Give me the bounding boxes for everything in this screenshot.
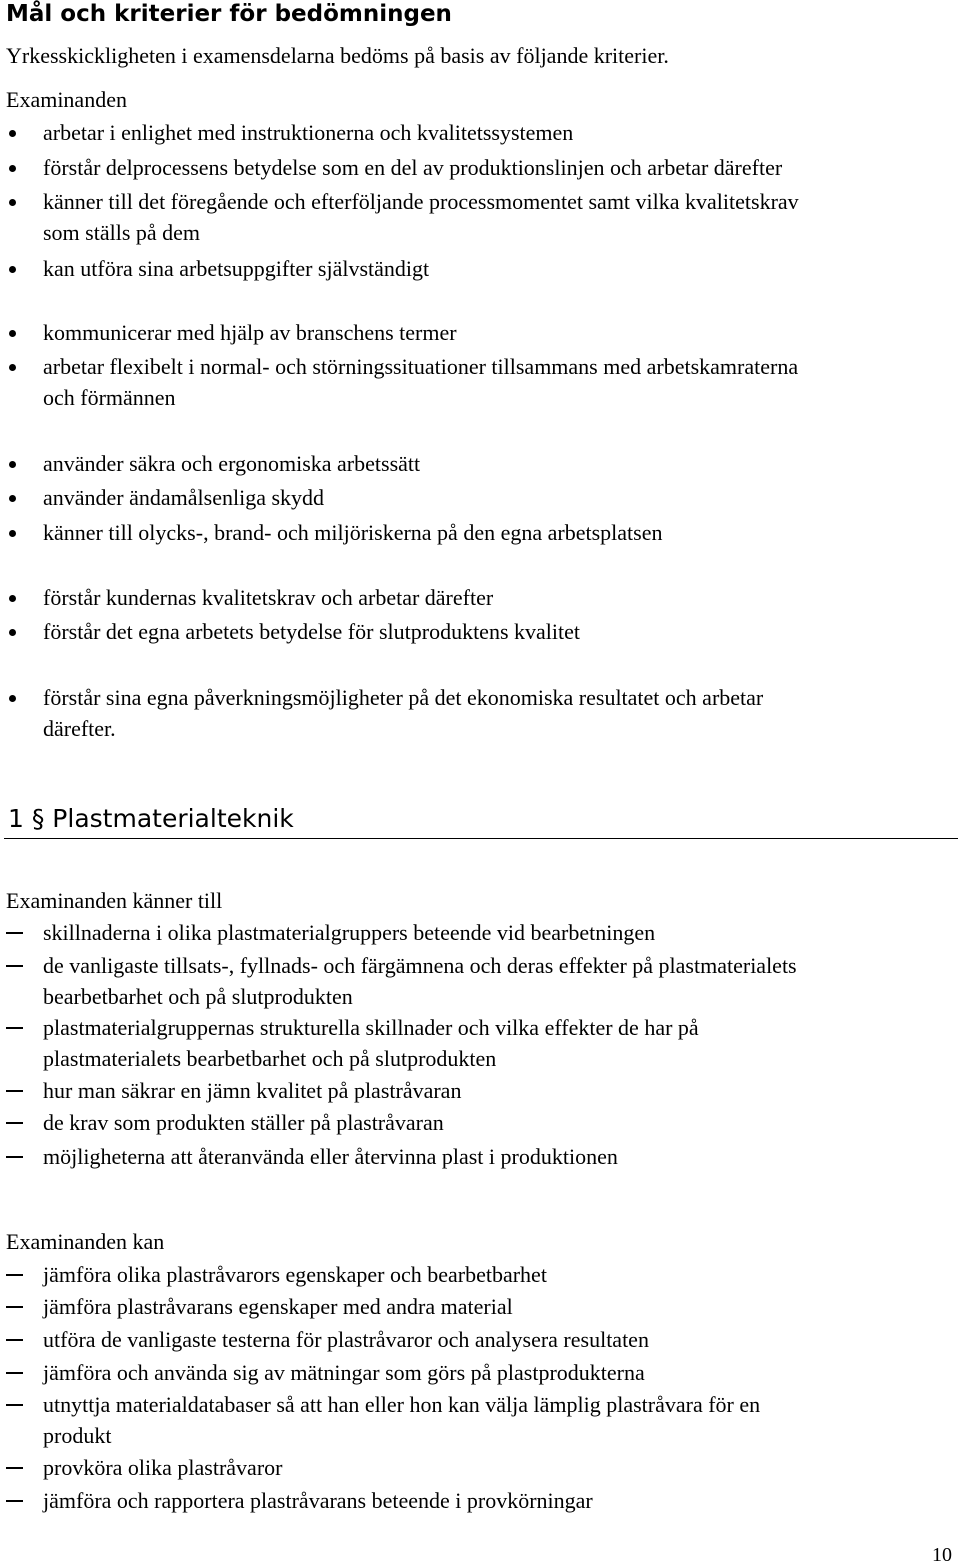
examinee-label: Examinanden [6,87,127,112]
dash-icon [6,1274,23,1276]
dash-icon [6,1306,23,1308]
bullet-icon [9,530,16,537]
list-item-text: arbetar i enlighet med instruktionerna och kvalitetssystemen [43,120,574,145]
dash-icon [6,932,23,934]
list-item-text: utnyttja materialdatabaser så att han eller hon kan välja lämplig plastråvara för en [43,1392,761,1417]
bullet-icon [9,165,16,172]
list-item-text: kan utföra sina arbetsuppgifter självständigt [43,256,430,281]
dash-icon [6,965,23,967]
bullet-icon [9,629,16,636]
list-item-text: därefter. [43,716,116,741]
list-item-text: känner till det föregående och efterföljande processmomentet samt vilka kvalitetskrav [43,189,799,214]
dash-icon [6,1090,23,1092]
list-item-text: plastmaterialgruppernas strukturella skillnader och vilka effekter de har på [43,1015,699,1040]
bullet-icon [9,461,16,468]
list-item-text: kommunicerar med hjälp av branschens termer [43,320,457,345]
dash-icon [6,1339,23,1341]
bullet-icon [9,495,16,502]
knows-label: Examinanden känner till [6,888,223,913]
dash-icon [6,1500,23,1502]
list-item-text: jämföra och rapportera plastråvarans beteende i provkörningar [43,1488,593,1513]
dash-icon [6,1372,23,1374]
list-item-text: de vanligaste tillsats-, fyllnads- och färgämnena och deras effekter på plastmaterialets [43,953,797,978]
list-item-text: möjligheterna att återanvända eller återvinna plast i produktionen [43,1144,618,1169]
dash-icon [6,1404,23,1406]
section-title: 1 § Plastmaterialteknik [8,804,294,833]
list-item-text: produkt [43,1423,112,1448]
list-item-text: förstår det egna arbetets betydelse för slutproduktens kvalitet [43,619,580,644]
list-item-text: provköra olika plastråvaror [43,1455,283,1480]
bullet-icon [9,266,16,273]
list-item-text: och förmännen [43,385,176,410]
list-item-text: bearbetbarhet och på slutprodukten [43,984,353,1009]
intro-text: Yrkesskickligheten i examensdelarna bedöms på basis av följande kriterier. [6,43,669,68]
bullet-icon [9,199,16,206]
page-heading: Mål och kriterier för bedömningen [6,1,452,27]
list-item-text: känner till olycks-, brand- och miljöriskerna på den egna arbetsplatsen [43,520,663,545]
dash-icon [6,1156,23,1158]
list-item-text: de krav som produkten ställer på plastråvaran [43,1110,444,1135]
list-item-text: som ställs på dem [43,220,201,245]
list-item-text: använder ändamålsenliga skydd [43,485,325,510]
list-item-text: jämföra och använda sig av mätningar som görs på plastprodukterna [43,1360,645,1385]
list-item-text: förstår delprocessens betydelse som en del av produktionslinjen och arbetar därefter [43,155,783,180]
list-item-text: jämföra olika plastråvarors egenskaper och bearbetbarhet [43,1262,547,1287]
section-divider [4,838,958,839]
bullet-icon [9,595,16,602]
bullet-icon [9,695,16,702]
dash-icon [6,1122,23,1124]
bullet-icon [9,130,16,137]
list-item-text: förstår sina egna påverkningsmöjligheter på det ekonomiska resultatet och arbetar [43,685,764,710]
bullet-icon [9,364,16,371]
list-item-text: arbetar flexibelt i normal- och störningssituationer tillsammans med arbetskamraterna [43,354,799,379]
bullet-icon [9,330,16,337]
list-item-text: plastmaterialets bearbetbarhet och på slutprodukten [43,1046,497,1071]
dash-icon [6,1027,23,1029]
dash-icon [6,1467,23,1469]
list-item-text: hur man säkrar en jämn kvalitet på plastråvaran [43,1078,462,1103]
list-item-text: förstår kundernas kvalitetskrav och arbetar därefter [43,585,494,610]
page-number: 10 [932,1544,952,1566]
list-item-text: skillnaderna i olika plastmaterialgruppers beteende vid bearbetningen [43,920,656,945]
can-label: Examinanden kan [6,1229,165,1254]
list-item-text: utföra de vanligaste testerna för plastråvaror och analysera resultaten [43,1327,649,1352]
list-item-text: jämföra plastråvarans egenskaper med andra material [43,1294,513,1319]
list-item-text: använder säkra och ergonomiska arbetssätt [43,451,421,476]
